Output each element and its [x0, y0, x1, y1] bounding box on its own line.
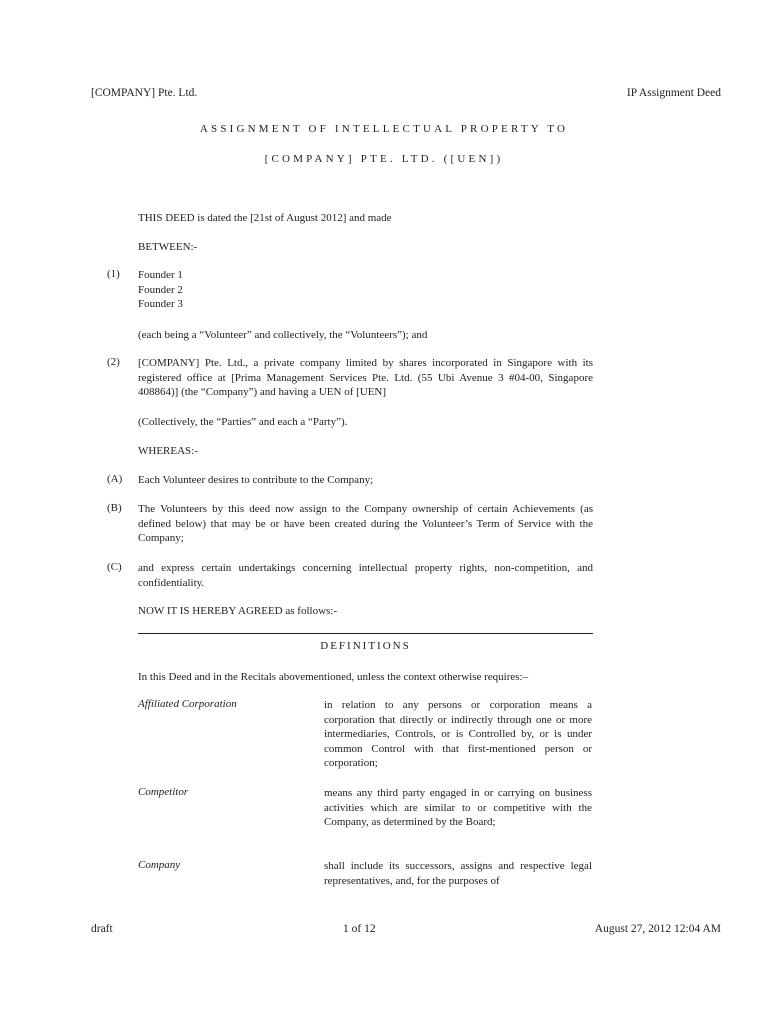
definitions-intro: In this Deed and in the Recitals abovementioned, unless the context otherwise requires:–	[138, 671, 529, 683]
volunteers-definition: (each being a “Volunteer” and collectively, the “Volunteers”); and	[138, 329, 428, 341]
founders-list	[138, 268, 593, 312]
definition-term: Competitor	[138, 786, 189, 798]
recital-a-text: Each Volunteer desires to contribute to the Company;	[138, 474, 374, 486]
recital-c-text: and express certain undertakings concerning intellectual property rights, non-competition, and confidentiality.	[138, 562, 593, 589]
recital-b-number: (B)	[107, 502, 122, 514]
parties-definition: (Collectively, the “Parties” and each a “Party”).	[138, 416, 348, 428]
header-doc-title: IP Assignment Deed	[626, 87, 721, 99]
founder-name: Founder 2	[138, 283, 183, 296]
party-1-number: (1)	[107, 268, 120, 280]
section-divider	[138, 633, 593, 634]
definition-text: means any third party engaged in or carrying on business activities which are similar to or competitive with the Company, as determined by the Board;	[324, 787, 592, 829]
recital-a-number: (A)	[107, 473, 123, 485]
page-number: 1 of 12	[343, 923, 376, 935]
recital-c-number: (C)	[107, 561, 122, 573]
definition-text: in relation to any persons or corporation means a corporation that directly or indirectly through one or more intermediaries, Controls, or is Controlled by, or is under common Control with that first-mentioned person or corporation;	[324, 699, 592, 770]
definition-term: Affiliated Corporation	[138, 698, 237, 710]
founder-name: Founder 1	[138, 269, 183, 281]
recital-b-text: The Volunteers by this deed now assign to the Company ownership of certain Achievements (as defined below) that may be or have been created during the Volunteer’s Term of Service with the Company;	[138, 503, 593, 545]
definition-text: shall include its successors, assigns and respective legal representatives, and, for the purposes of	[324, 860, 592, 887]
header-company: [COMPANY] Pte. Ltd.	[91, 87, 198, 99]
footer-status: draft	[91, 923, 113, 935]
agreement-statement: NOW IT IS HEREBY AGREED as follows:-	[138, 605, 338, 617]
between-heading: BETWEEN:-	[138, 241, 198, 253]
definition-term: Company	[138, 859, 181, 871]
company-party-description: [COMPANY] Pte. Ltd., a private company limited by shares incorporated in Singapore with its registered office at [Prima Management Services Pte. Ltd. (55 Ubi Avenue 3 #04-00, Singapore 408864)] (the “Company”) and having a UEN of [UEN]	[138, 357, 593, 399]
document-title-line-1: ASSIGNMENT OF INTELLECTUAL PROPERTY TO	[199, 123, 569, 135]
whereas-heading: WHEREAS:-	[138, 445, 198, 457]
party-2-number: (2)	[107, 356, 120, 368]
footer-timestamp: August 27, 2012 12:04 AM	[594, 923, 721, 935]
definitions-heading: DEFINITIONS	[320, 640, 411, 652]
document-title-line-2: [COMPANY] PTE. LTD. ([UEN])	[264, 153, 504, 165]
founder-name: Founder 3	[138, 298, 183, 311]
deed-date-statement: THIS DEED is dated the [21st of August 2012] and made	[138, 212, 392, 224]
